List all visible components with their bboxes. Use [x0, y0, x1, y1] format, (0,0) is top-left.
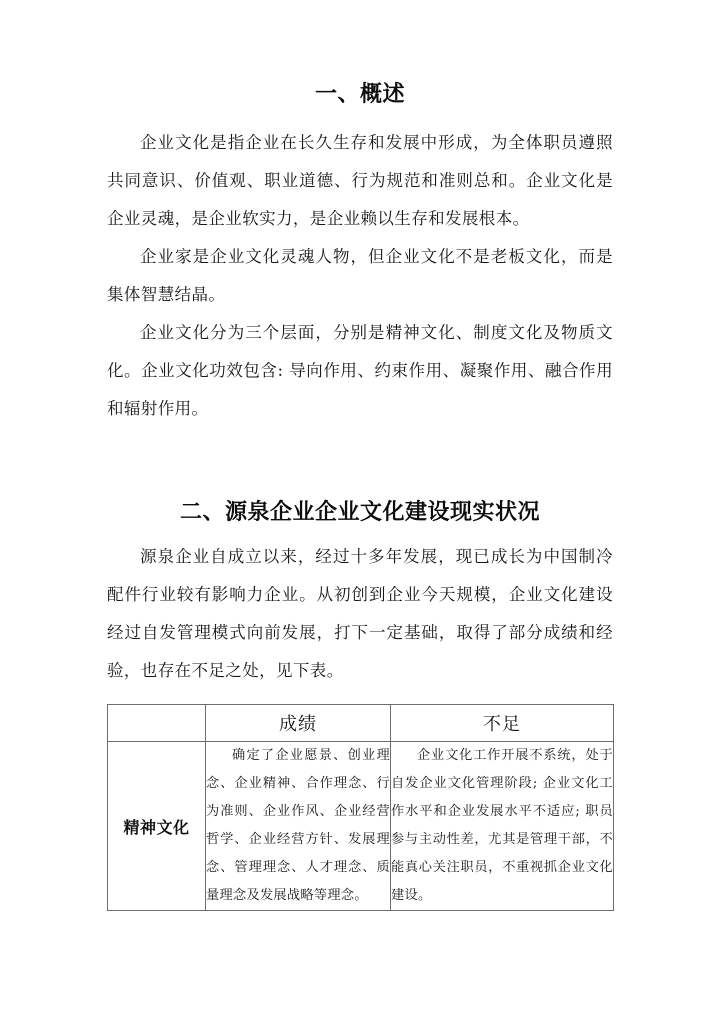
table-header-cell-defect: 不足: [391, 705, 614, 742]
table-header-row: [108, 705, 614, 742]
table-cell-merit: 确定了企业愿景、创业理念、企业精神、合作理念、行为准则、企业作风、企业经营哲学、企业经营方针、发展理念、管理理念、人才理念、质量理念及发展战略等理念。: [206, 742, 391, 911]
section-spacer: [107, 428, 613, 498]
section-1-paragraph-2: 企业家是企业文化灵魂人物，但企业文化不是老板文化，而是集体智慧结晶。: [107, 247, 613, 304]
document-content: [107, 80, 613, 911]
table-header-cell-merit: 成绩: [206, 705, 391, 742]
table-row: [108, 742, 614, 911]
table-header-cell-blank: [108, 705, 206, 742]
table-cell-defect: 企业文化工作开展不系统，处于自发企业文化管理阶段; 企业文化工作水平和企业发展水平不适应; 职员参与主动性差，尤其是管理干部，不能真心关注职员，不重视抓企业文化建设。: [391, 742, 614, 911]
table-body: [108, 742, 614, 911]
culture-status-table: [107, 704, 614, 911]
table-row-label: 精神文化: [108, 742, 206, 911]
table-header: [108, 705, 614, 742]
section-1-paragraph-3: 企业文化分为三个层面，分别是精神文化、制度文化及物质文化。企业文化功效包含: 导向作用、约束作用、凝聚作用、融合作用和辐射作用。: [107, 323, 613, 418]
section-heading-2: 二、源泉企业企业文化建设现实状况: [179, 500, 540, 525]
section-1-paragraph-1: 企业文化是指企业在长久生存和发展中形成，为全体职员遵照共同意识、价值观、职业道德、行为规范和准则总和。企业文化是企业灵魂，是企业软实力，是企业赖以生存和发展根本。: [107, 133, 613, 228]
table-spacer: [107, 690, 613, 704]
section-heading-1: 一、概述: [314, 82, 405, 107]
section-2-paragraph-1: 源泉企业自成立以来，经过十多年发展，现已成长为中国制冷配件行业较有影响力企业。从初创到企业今天规模，企业文化建设经过自发管理模式向前发展，打下一定基础，取得了部分成绩和经验，也存在不足之处，见下表。: [107, 547, 613, 680]
